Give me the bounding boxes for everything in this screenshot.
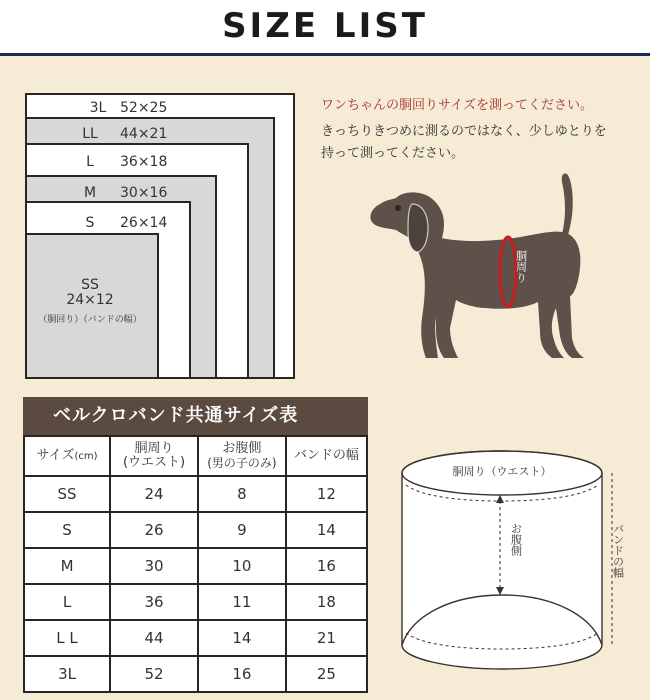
cell-waist: 52	[110, 656, 198, 692]
header-belly-text: お腹側	[222, 441, 262, 456]
size-dims: 30×16	[120, 185, 168, 201]
size-table-section	[23, 397, 368, 693]
header-belly-sub: (男の子のみ)	[207, 456, 277, 470]
cell-band: 18	[286, 584, 367, 620]
ss-size-dims: 24×12	[66, 292, 114, 308]
size-table-title: ベルクロバンド共通サイズ表	[23, 397, 368, 435]
cell-band: 21	[286, 620, 367, 656]
instruction-line-2: 持って測ってください。	[321, 146, 465, 161]
cell-band: 16	[286, 548, 367, 584]
ss-size-note: （胴回り）（バンドの幅）	[38, 315, 142, 325]
size-diagram	[25, 93, 295, 379]
dog-waist-label: 胴周り	[514, 250, 528, 283]
band-top-label: 胴周り（ウエスト）	[452, 465, 552, 478]
size-label: 3L	[89, 100, 107, 116]
cell-belly: 11	[198, 584, 286, 620]
cell-band: 14	[286, 512, 367, 548]
size-table	[23, 435, 368, 693]
header-size-unit: (cm)	[74, 450, 98, 462]
cell-size: 3L	[24, 656, 110, 692]
col-header-band	[286, 436, 367, 476]
cell-band: 12	[286, 476, 367, 512]
table-row	[24, 584, 367, 620]
cell-belly: 14	[198, 620, 286, 656]
measure-instruction-highlight: ワンちゃんの胴回りサイズを測ってください。	[321, 98, 593, 113]
col-header-waist	[110, 436, 198, 476]
dog-silhouette	[366, 168, 616, 368]
cell-waist: 30	[110, 548, 198, 584]
col-header-belly	[198, 436, 286, 476]
cell-size: SS	[24, 476, 110, 512]
dog-eye	[395, 205, 401, 211]
band-belly-label: お腹側	[509, 523, 523, 556]
cell-size: L	[24, 584, 110, 620]
table-header-row	[24, 436, 367, 476]
header-waist-text: 胴周り	[134, 441, 174, 456]
measure-instruction-text	[321, 121, 641, 165]
band-diagram	[392, 445, 632, 685]
cell-size: S	[24, 512, 110, 548]
size-dims: 52×25	[120, 100, 168, 116]
size-dims: 36×18	[120, 154, 168, 170]
page-header	[0, 0, 650, 56]
cell-waist: 24	[110, 476, 198, 512]
size-dims: 44×21	[120, 126, 168, 142]
size-dims: 26×14	[120, 215, 168, 231]
table-row	[24, 512, 367, 548]
table-row	[24, 548, 367, 584]
ss-size-label: SS	[81, 277, 99, 293]
cell-waist: 44	[110, 620, 198, 656]
cell-belly: 8	[198, 476, 286, 512]
table-row	[24, 656, 367, 692]
cell-waist: 36	[110, 584, 198, 620]
header-band-text: バンドの幅	[293, 448, 359, 463]
instruction-line-1: きっちりきつめに測るのではなく、少しゆとりを	[321, 124, 607, 139]
cell-size: L L	[24, 620, 110, 656]
cell-belly: 9	[198, 512, 286, 548]
size-label: L	[86, 154, 94, 170]
band-width-label: バンドの幅	[611, 523, 625, 578]
table-row	[24, 620, 367, 656]
cell-band: 25	[286, 656, 367, 692]
size-label: M	[83, 185, 97, 201]
col-header-size	[24, 436, 110, 476]
cell-belly: 16	[198, 656, 286, 692]
size-label: LL	[82, 126, 98, 142]
cell-belly: 10	[198, 548, 286, 584]
cell-size: M	[24, 548, 110, 584]
header-size-text: サイズ	[36, 447, 75, 463]
size-label: S	[85, 215, 95, 231]
page-title: SIZE LIST	[222, 6, 428, 46]
header-waist-sub: (ウエスト)	[122, 455, 186, 470]
table-row	[24, 476, 367, 512]
cell-waist: 26	[110, 512, 198, 548]
